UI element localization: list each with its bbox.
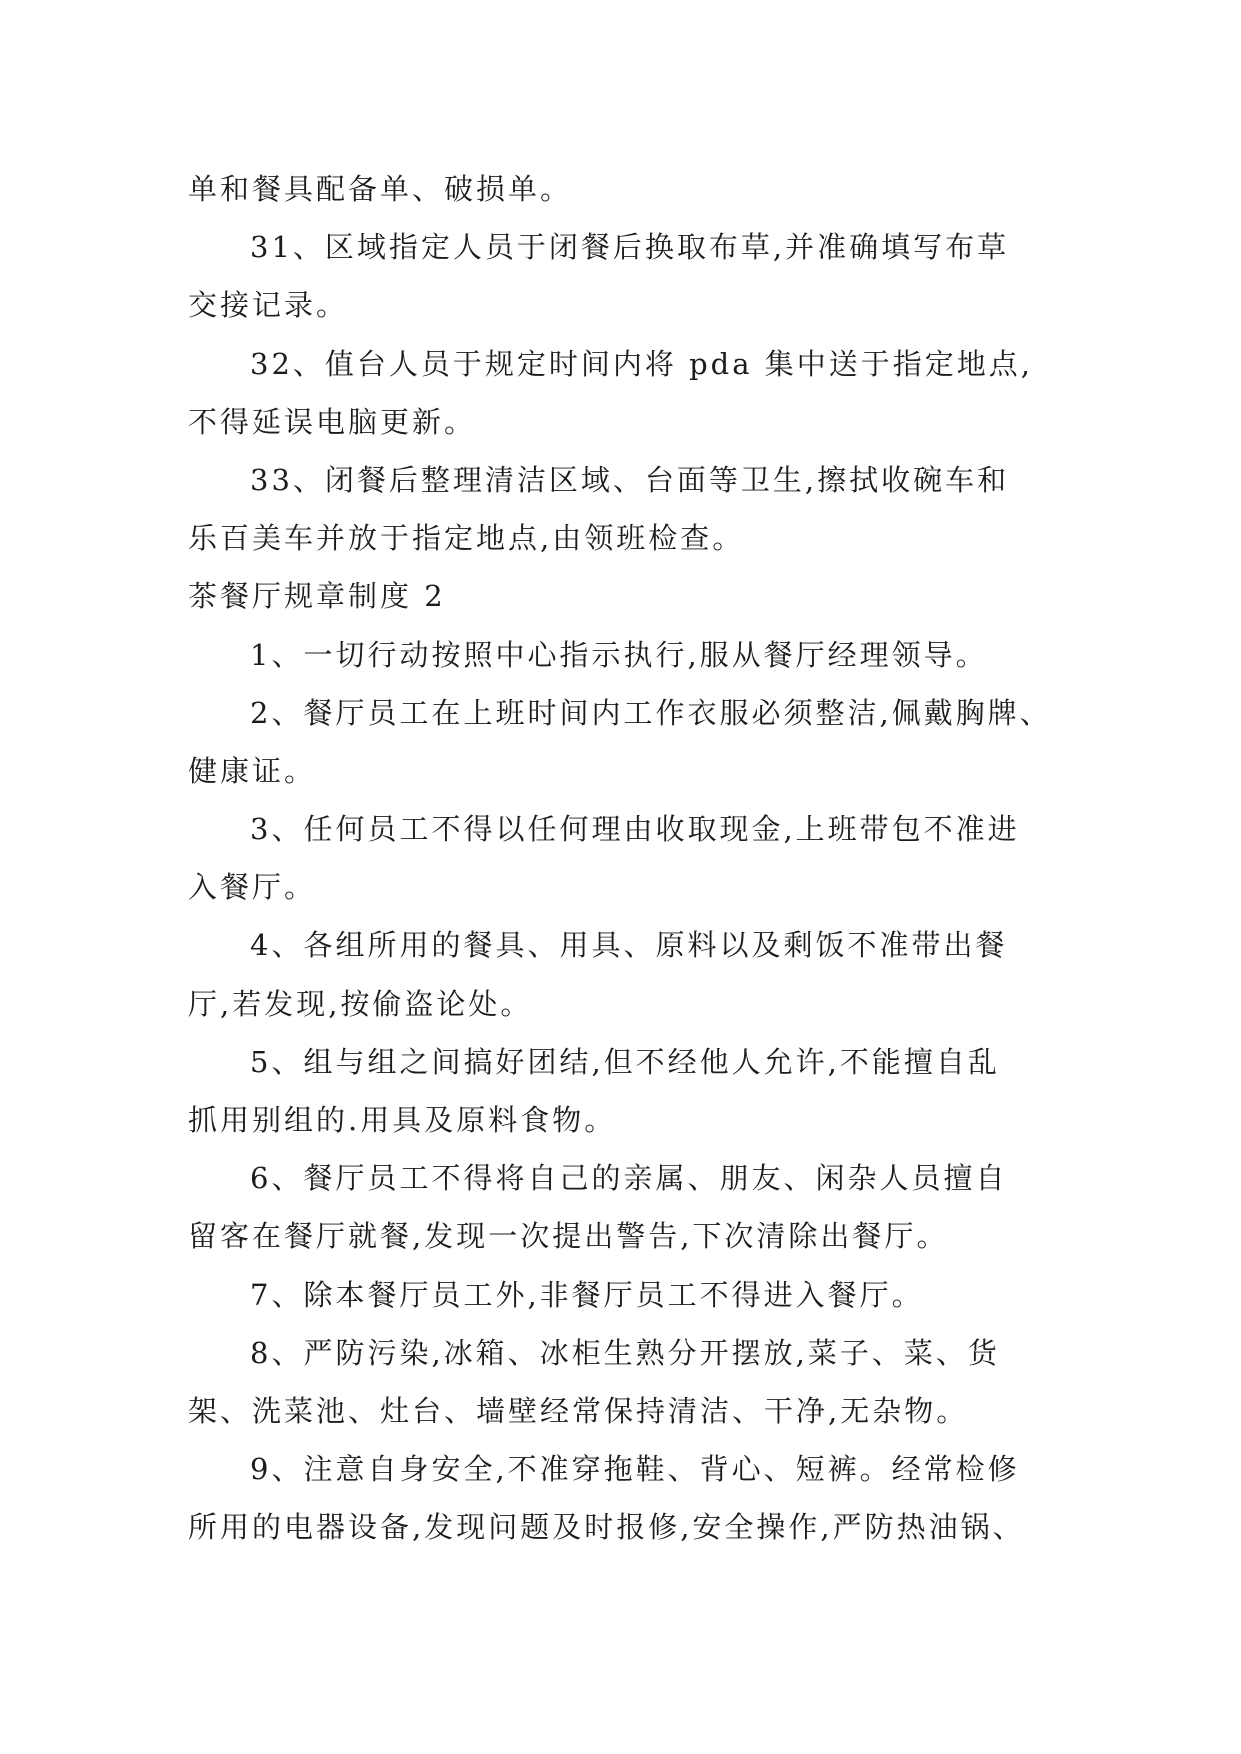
text-line: 所用的电器设备,发现问题及时报修,安全操作,严防热油锅、 (188, 1510, 1025, 1545)
text-line: 厅,若发现,按偷盗论处。 (188, 986, 533, 1021)
text-line: 9、注意自身安全,不准穿拖鞋、背心、短裤。经常检修 (250, 1452, 1020, 1487)
text-line: 抓用别组的.用具及原料食物。 (188, 1103, 617, 1137)
document-body (188, 160, 1068, 1557)
text-line: 入餐厅。 (188, 870, 317, 905)
text-line: 32、值台人员于规定时间内将 pda 集中送于指定地点, (250, 346, 1033, 381)
text-line: 单和餐具配备单、破损单。 (188, 172, 573, 206)
text-line: 乐百美车并放于指定地点,由领班检查。 (188, 521, 745, 556)
text-line: 2、餐厅员工在上班时间内工作衣服必须整洁,佩戴胸牌、 (250, 695, 1052, 730)
text-line: 8、严防污染,冰箱、冰柜生熟分开摆放,菜子、菜、货 (250, 1335, 1000, 1370)
text-line: 交接记录。 (188, 288, 349, 323)
text-line: 33、闭餐后整理清洁区域、台面等卫生,擦拭收碗车和 (250, 462, 1010, 497)
text-line: 4、各组所用的餐具、用具、原料以及剩饭不准带出餐 (250, 928, 1008, 963)
text-line: 3、任何员工不得以任何理由收取现金,上班带包不准进 (250, 812, 1020, 847)
text-line: 7、除本餐厅员工外,非餐厅员工不得进入餐厅。 (250, 1277, 924, 1312)
text-line: 1、一切行动按照中心指示执行,服从餐厅经理领导。 (250, 637, 988, 672)
text-line: 留客在餐厅就餐,发现一次提出警告,下次清除出餐厅。 (188, 1219, 949, 1254)
text-line: 5、组与组之间搞好团结,但不经他人允许,不能擅自乱 (250, 1044, 1000, 1079)
text-line: 架、洗菜池、灶台、墙壁经常保持清洁、干净,无杂物。 (188, 1393, 969, 1428)
text-line: 31、区域指定人员于闭餐后换取布草,并准确填写布草 (250, 230, 1010, 265)
text-line: 不得延误电脑更新。 (188, 404, 477, 439)
text-line: 茶餐厅规章制度 2 (188, 579, 446, 614)
text-line: 6、餐厅员工不得将自己的亲属、朋友、闲杂人员擅自 (250, 1161, 1008, 1196)
text-line: 健康证。 (188, 753, 317, 788)
